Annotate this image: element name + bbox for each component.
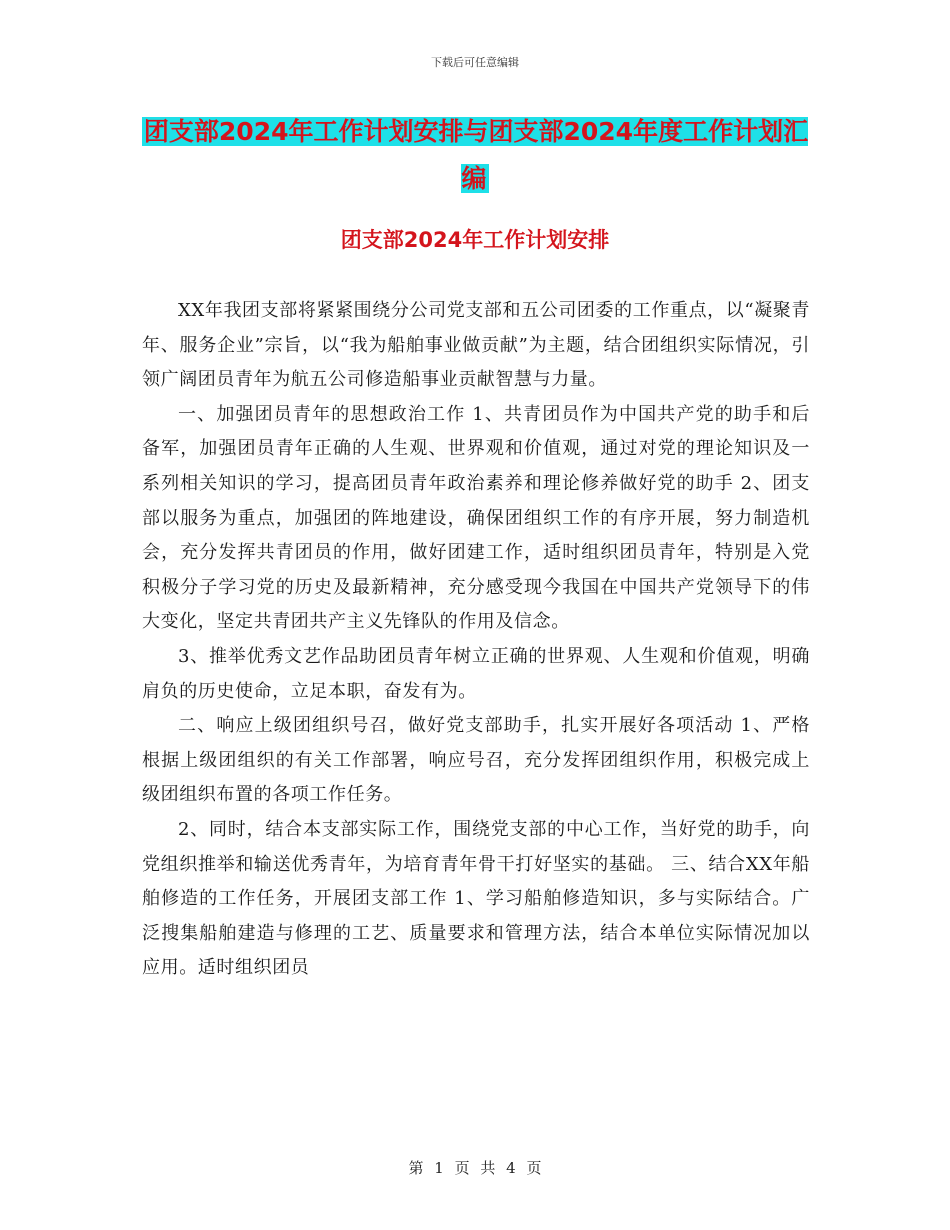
document-body	[142, 294, 810, 986]
document-title	[140, 108, 810, 202]
document-title-text: 团支部2024年工作计划安排与团支部2024年度工作计划汇编	[143, 117, 809, 193]
paragraph-section-1: 一、加强团员青年的思想政治工作 1、共青团员作为中国共产党的助手和后备军，加强团员青年正确的人生观、世界观和价值观，通过对党的理论知识及一系列相关知识的学习，提高团员青年政治素养和理论修养做好党的助手 2、团支部以服务为重点，加强团的阵地建设，确保团组织工作的有序开展，努力制造机会，充分发挥共青团员的作用，做好团建工作，适时组织团员青年，特别是入党积极分子学习党的历史及最新精神，充分感受现今我国在中国共产党领导下的伟大变化，坚定共青团共产主义先锋队的作用及信念。	[142, 403, 810, 633]
page-header-note: 下载后可任意编辑	[431, 56, 519, 69]
paragraph-intro: XX年我团支部将紧紧围绕分公司党支部和五公司团委的工作重点，以“凝聚青年、服务企业”宗旨，以“我为船舶事业做贡献”为主题，结合团组织实际情况，引领广阔团员青年为航五公司修造船事业贡献智慧与力量。	[142, 300, 810, 391]
page-footer-indicator: 第 1 页 共 4 页	[408, 1159, 542, 1177]
section-title: 团支部2024年工作计划安排	[340, 228, 610, 252]
paragraph-section-2: 二、响应上级团组织号召，做好党支部助手，扎实开展好各项活动 1、严格根据上级团组织的有关工作部署，响应号召，充分发挥团组织作用，积极完成上级团组织布置的各项工作任务。	[142, 715, 810, 806]
paragraph-section-2-item-2: 2、同时，结合本支部实际工作，围绕党支部的中心工作，当好党的助手，向党组织推举和输送优秀青年，为培育青年骨干打好坚实的基础。 三、结合XX年船舶修造的工作任务，开展团支部工作 1、学习船舶修造知识，多与实际结合。广泛搜集船舶建造与修理的工艺、质量要求和管理方法，结合本单位实际情况加以应用。适时组织团员	[142, 818, 810, 979]
paragraph-item-3: 3、推举优秀文艺作品助团员青年树立正确的世界观、人生观和价值观，明确肩负的历史使命，立足本职，奋发有为。	[142, 645, 810, 702]
